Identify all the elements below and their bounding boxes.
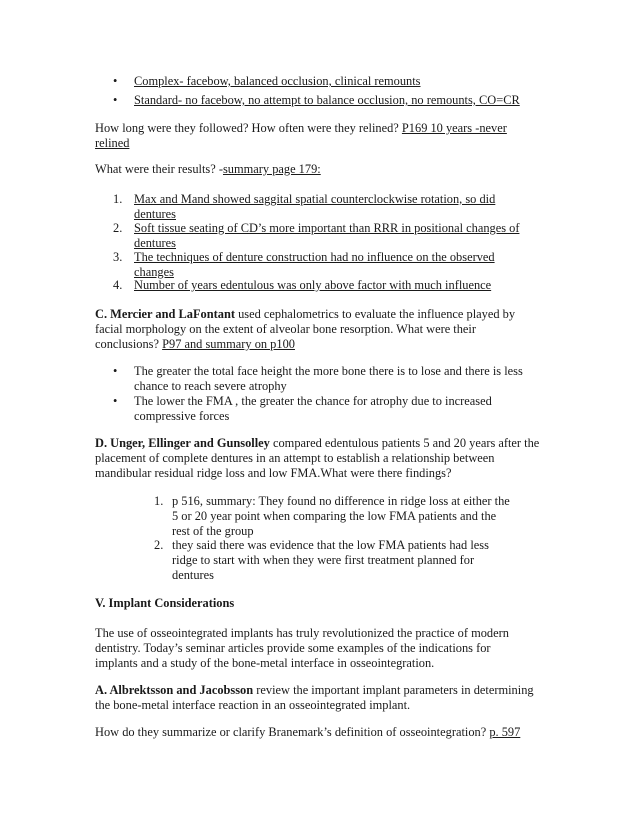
bullet-icon: • [113, 74, 118, 88]
list-item [113, 250, 529, 280]
section-v-intro: The use of osseointegrated implants has truly revolutionized the practice of modern dentistry. Today’s seminar articles provide some examples of the indications for implants and a study of the bone-metal interface in osseointegration. [95, 626, 509, 670]
section-c-paragraph [95, 307, 535, 352]
page-reference: summary page 179: [222, 162, 321, 176]
section-a-paragraph [95, 683, 535, 713]
list-item [154, 494, 512, 539]
list-item [113, 221, 529, 251]
list-text: Max and Mand showed saggital spatial counterclockwise rotation, so did dentures [134, 192, 496, 221]
question-followed [95, 121, 520, 151]
bullet-text: The greater the total face height the more bone there is to lose and there is less chance to reach severe atrophy [134, 364, 523, 393]
list-number: 3. [113, 250, 123, 264]
list-number: 4. [113, 278, 123, 292]
page-reference: P97 and summary on p100 [162, 337, 295, 351]
section-text: used cephalometrics to evaluate the influence played by facial morphology on the extent of alveolar bone resorption. What were their conclusions? [95, 307, 516, 351]
list-number: 2. [154, 538, 164, 552]
question-text: How do they summarize or clarify Branemark’s definition of osseointegration? [95, 725, 490, 739]
question-results [95, 162, 540, 177]
list-item [154, 538, 502, 583]
section-d-paragraph [95, 436, 540, 481]
list-text: The techniques of denture construction had no influence on the observed changes [134, 250, 495, 279]
list-number: 1. [154, 494, 164, 508]
question-text: What were their results? - [95, 162, 223, 176]
bullet-text: The lower the FMA , the greater the chance for atrophy due to increased compressive forces [134, 394, 492, 423]
bullet-icon: • [113, 394, 118, 408]
question-text: How long were they followed? How often were they relined? [95, 121, 402, 135]
section-text: compared edentulous patients 5 and 20 years after the placement of complete dentures in an attempt to establish a relationship between mandibular residual ridge loss and low FMA.What were there findings? [95, 436, 540, 480]
bullet-text: Complex- facebow, balanced occlusion, clinical remounts [134, 74, 421, 88]
bullet-item [113, 364, 534, 394]
page-reference: p. 597 [489, 725, 521, 739]
list-number: 2. [113, 221, 123, 235]
list-text: p 516, summary: They found no difference in ridge loss at either the 5 or 20 year point when comparing the low FMA patients and the rest of the group [172, 494, 510, 538]
list-text: Soft tissue seating of CD’s more important than RRR in positional changes of dentures [134, 221, 520, 250]
section-text: review the important implant parameters in determining the bone-metal interface reaction in an osseointegrated implant. [95, 683, 534, 712]
bullet-text: Standard- no facebow, no attempt to balance occlusion, no remounts, CO=CR [134, 93, 520, 107]
list-text: they said there was evidence that the low FMA patients had less ridge to start with when they were first treatment planned for dentures [172, 538, 489, 582]
question-branemark [95, 725, 555, 740]
page-reference: P169 10 years -never relined [95, 121, 507, 150]
bullet-icon: • [113, 93, 118, 107]
section-heading: V. Implant Considerations [95, 596, 235, 610]
list-number: 1. [113, 192, 123, 206]
list-item [113, 192, 529, 222]
section-authors: C. Mercier and LaFontant [95, 307, 235, 321]
bullet-icon: • [113, 364, 118, 378]
list-text: Number of years edentulous was only above factor with much influence [134, 278, 492, 292]
section-authors: A. Albrektsson and Jacobsson [95, 683, 254, 697]
bullet-item [113, 74, 554, 89]
bullet-item [113, 93, 564, 108]
section-authors: D. Unger, Ellinger and Gunsolley [95, 436, 270, 450]
bullet-item [113, 394, 494, 424]
list-item [113, 278, 529, 293]
